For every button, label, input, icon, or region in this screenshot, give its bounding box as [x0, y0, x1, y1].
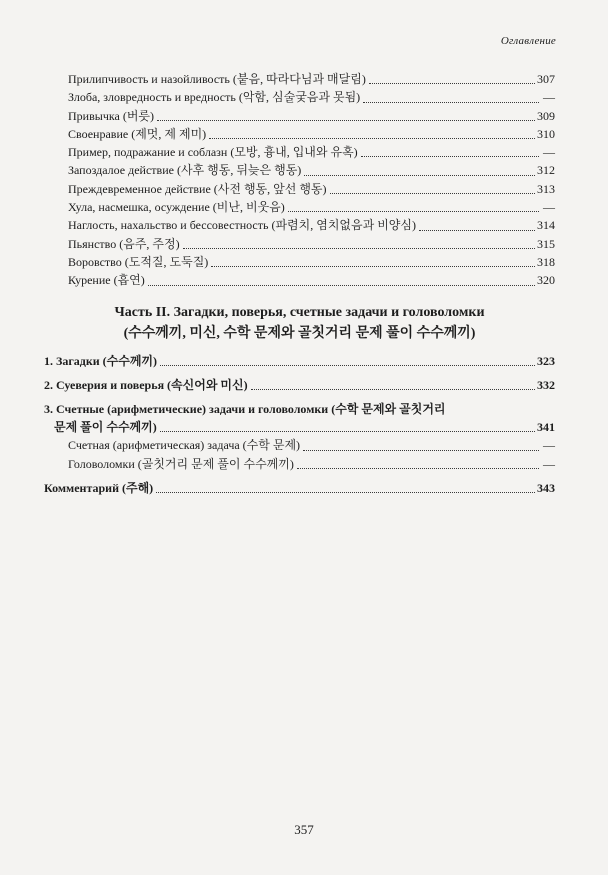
running-head: Оглавление — [500, 35, 556, 47]
dot-leader — [361, 155, 539, 157]
toc-entry-page: 313 — [537, 181, 555, 196]
toc-entry-label: Хула, насмешка, осуждение (비난, 비웃음) — [68, 200, 285, 215]
table-of-contents — [44, 70, 555, 497]
toc-entry[interactable] — [44, 161, 555, 179]
part-heading — [44, 302, 555, 344]
toc-entry-label: Наглость, нахальство и бессовестность (파렴치, 염치없음과 비양심) — [68, 218, 416, 233]
toc-entry-page: 315 — [537, 236, 555, 251]
toc-entry[interactable] — [44, 271, 555, 289]
toc-entry-label: Счетная (арифметическая) задача (수학 문제) — [68, 438, 301, 453]
toc-entry-label: Запоздалое действие (사후 행동, 뒤늦은 행동) — [68, 163, 302, 178]
toc-entry-page: — — [543, 456, 555, 471]
toc-entry-label: Воровство (도적질, 도둑질) — [68, 254, 209, 269]
toc-entry[interactable] — [44, 436, 555, 454]
toc-entry-page: 332 — [537, 377, 555, 392]
toc-entries-group-a — [44, 70, 555, 290]
dot-leader — [303, 449, 539, 451]
toc-entry-page: 320 — [537, 273, 555, 288]
toc-entry-label: Привычка (버릇) — [68, 108, 155, 123]
dot-leader — [363, 101, 539, 103]
part-title-ko: (수수께끼, 미신, 수학 문제와 골칫거리 문제 풀이 수수께끼) — [123, 325, 476, 341]
dot-leader — [211, 265, 535, 267]
toc-entry[interactable] — [44, 253, 555, 271]
toc-entry-page: 314 — [537, 218, 555, 233]
toc-entry-page: — — [543, 200, 555, 215]
toc-entry-page: 341 — [537, 420, 555, 435]
toc-entry[interactable] — [44, 235, 555, 253]
page-number: 357 — [294, 822, 314, 837]
dot-leader — [330, 192, 535, 194]
toc-entry[interactable] — [44, 107, 555, 125]
toc-entry-label: 2. Суеверия и поверья (속신어와 미신) — [44, 377, 248, 392]
dot-leader — [148, 284, 535, 286]
toc-entry-label: Прилипчивость и назойливость (붙음, 따라다님과 매달림) — [68, 72, 366, 86]
dot-leader — [369, 82, 535, 84]
part-title-ru: Часть II. Загадки, поверья, счетные задачи и головоломки — [114, 304, 485, 320]
dot-leader — [160, 364, 535, 366]
dot-leader — [183, 247, 535, 249]
toc-entry-label: 1. Загадки (수수께끼) — [44, 353, 158, 368]
toc-entry-page: — — [543, 145, 555, 160]
dot-leader — [251, 388, 535, 390]
toc-section-puzzles[interactable] — [44, 400, 555, 436]
toc-entry-page: 312 — [537, 163, 555, 178]
toc-entry-label-line2: 문제 풀이 수수께끼) — [54, 420, 157, 435]
dot-leader — [297, 467, 539, 469]
toc-entry-label: Преждевременное действие (사전 행동, 앞선 행동) — [68, 181, 327, 196]
toc-entry-label: Пьянство (음주, 주정) — [68, 236, 180, 251]
toc-entry[interactable] — [44, 216, 555, 234]
toc-entry[interactable] — [44, 455, 555, 473]
dot-leader — [419, 229, 535, 231]
toc-section-riddles[interactable] — [44, 352, 555, 370]
toc-entry[interactable] — [44, 70, 555, 88]
toc-entry[interactable] — [44, 198, 555, 216]
toc-entry-page: 318 — [537, 254, 555, 269]
dot-leader — [288, 210, 539, 212]
toc-entry-label-line1: 3. Счетные (арифметические) задачи и головоломки (수학 문제와 골칫거리 — [44, 402, 446, 417]
dot-leader — [156, 491, 535, 493]
toc-entry-label: Злоба, зловредность и вредность (악함, 심술궂음과 못됨) — [68, 90, 361, 105]
toc-entry-label: Комментарий (주해) — [44, 481, 154, 496]
dot-leader — [209, 137, 535, 139]
toc-entry[interactable] — [44, 88, 555, 106]
toc-entry-label: Головоломки (골칫거리 문제 풀이 수수께끼) — [68, 456, 294, 471]
toc-entry[interactable] — [44, 180, 555, 198]
toc-entry[interactable] — [44, 143, 555, 161]
toc-section-commentary[interactable] — [44, 479, 555, 497]
toc-entry-label-line2-row — [44, 418, 555, 436]
toc-entry-label: Курение (흡연) — [68, 273, 145, 288]
toc-entry-page: 323 — [537, 353, 555, 368]
dot-leader — [160, 430, 535, 432]
toc-entry-page: 309 — [537, 108, 555, 123]
toc-entry-page: 307 — [537, 72, 555, 86]
toc-entry-page: — — [543, 438, 555, 453]
dot-leader — [304, 174, 535, 176]
toc-entry-page: 310 — [537, 126, 555, 141]
toc-section-superstitions[interactable] — [44, 376, 555, 394]
toc-entry-label: Пример, подражание и соблазн (모방, 흉내, 입내와 유혹) — [68, 145, 358, 160]
toc-entry-page: 343 — [537, 481, 555, 496]
toc-entry-page: — — [543, 90, 555, 105]
dot-leader — [157, 119, 535, 121]
toc-entry[interactable] — [44, 125, 555, 143]
toc-entry-label: Своенравие (제멋, 제 제미) — [68, 126, 207, 141]
